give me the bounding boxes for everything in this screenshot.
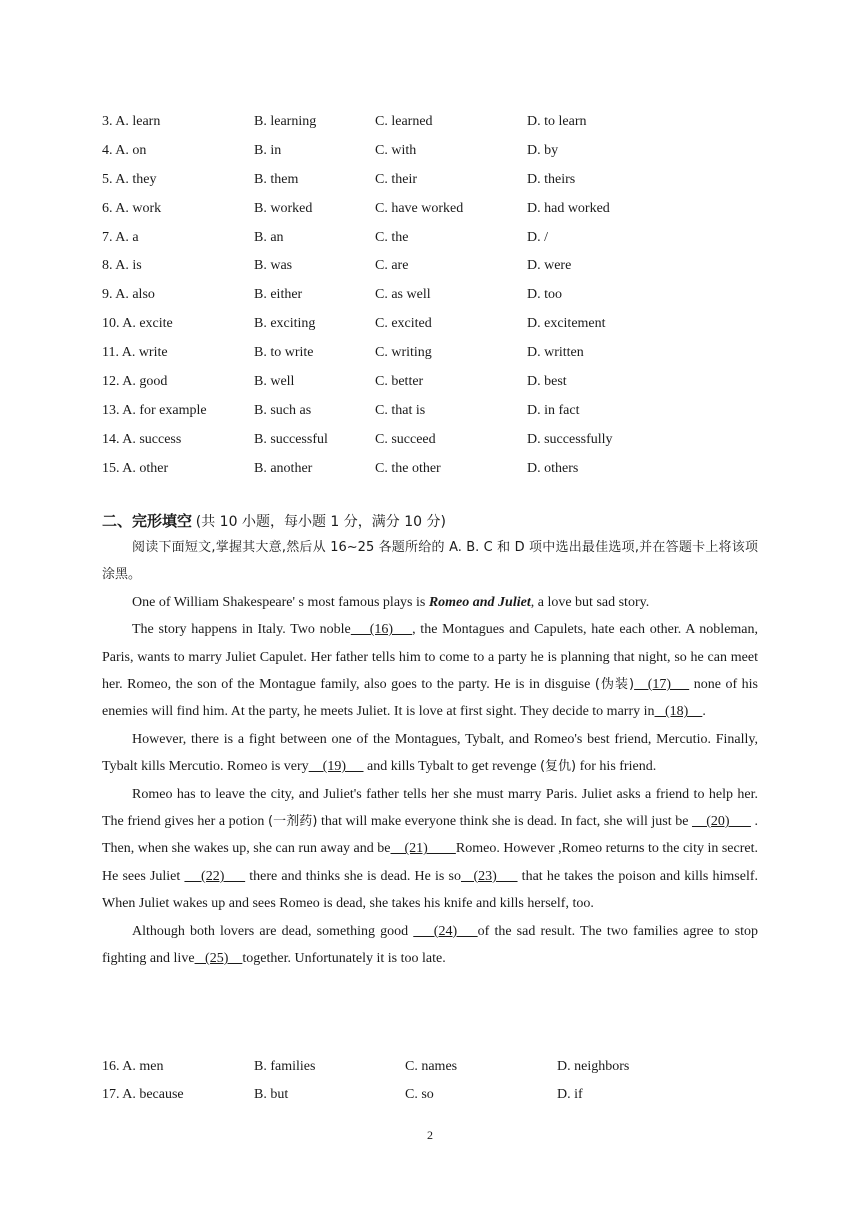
- option-a: 4. A. on: [102, 142, 147, 158]
- option-a: 12. A. good: [102, 374, 168, 390]
- option-c: C. their: [375, 171, 417, 187]
- section-title: 二、完形填空: [102, 512, 193, 530]
- option-d: D. by: [527, 142, 559, 158]
- option-a: 8. A. is: [102, 258, 142, 274]
- option-d: D. best: [527, 374, 567, 390]
- option-a: 6. A. work: [102, 200, 162, 216]
- option-row: [102, 137, 802, 166]
- option-b: B. families: [254, 1059, 316, 1074]
- option-a: 17. A. because: [102, 1087, 184, 1102]
- question-row: [102, 1053, 802, 1081]
- option-a: 10. A. excite: [102, 316, 173, 332]
- option-row: [102, 339, 802, 368]
- option-b: B. but: [254, 1087, 289, 1102]
- blank-22: (22): [184, 868, 246, 884]
- option-c: C. better: [375, 374, 424, 390]
- page-number: 2: [427, 1128, 433, 1142]
- instructions: 阅读下面短文,掌握其大意,然后从 16~25 各题所给的 A. B. C 和 D 项中选出最佳选项,并在答题卡上将该项涂黑。: [102, 540, 758, 583]
- option-c: C. so: [405, 1087, 434, 1102]
- option-row: [102, 224, 802, 253]
- option-row: [102, 252, 802, 281]
- section-subtitle: (共 10 小题，每小题 1 分，满分 10 分): [195, 514, 446, 530]
- option-a: 7. A. a: [102, 229, 139, 245]
- option-row: [102, 455, 802, 484]
- blank-25: (25): [194, 951, 243, 967]
- option-d: D. too: [527, 287, 562, 303]
- option-b: B. another: [254, 460, 313, 476]
- blank-16: (16): [350, 622, 413, 638]
- option-c: C. succeed: [375, 431, 436, 447]
- option-c: C. are: [375, 258, 409, 274]
- option-b: B. either: [254, 287, 303, 303]
- question-options-list: [102, 1053, 802, 1109]
- option-d: D. excitement: [527, 316, 606, 332]
- option-d: D. in fact: [527, 402, 580, 418]
- paragraph-3: However, there is a fight between one of the Montagues, Tybalt, and Romeo's best friend, Mercutio. Finally, Tybalt kills Mercutio. Romeo is very (19) and kills Tybalt to get revenge (复仇) for his friend.: [102, 731, 758, 775]
- option-a: 13. A. for example: [102, 402, 207, 418]
- option-c: C. have worked: [375, 200, 464, 216]
- paragraph-5: Although both lovers are dead, something good (24) of the sad result. The two families agree to stop fighting and live (25) together. Unfortunately it is too late.: [102, 923, 759, 967]
- option-row: [102, 108, 802, 137]
- option-a: 5. A. they: [102, 171, 157, 187]
- option-d: D. theirs: [527, 171, 576, 187]
- option-d: D. successfully: [527, 431, 613, 447]
- blank-24: (24): [413, 923, 478, 939]
- option-a: 11. A. write: [102, 345, 168, 361]
- option-d: D. written: [527, 345, 584, 361]
- option-row: [102, 368, 802, 397]
- option-a: 16. A. men: [102, 1059, 164, 1074]
- option-d: D. /: [527, 229, 548, 245]
- section-heading: [102, 510, 446, 533]
- blank-19: (19): [308, 759, 364, 775]
- option-c: C. the other: [375, 460, 441, 476]
- option-c: C. the: [375, 229, 409, 245]
- option-d: D. had worked: [527, 200, 610, 216]
- option-a: 9. A. also: [102, 287, 155, 303]
- paragraph-1: One of William Shakespeare' s most famous plays is Romeo and Juliet, a love but sad story.: [132, 594, 650, 610]
- play-title: Romeo and Juliet: [428, 594, 531, 610]
- option-row: [102, 281, 802, 310]
- question-row: [102, 1081, 802, 1109]
- option-b: B. exciting: [254, 316, 316, 332]
- option-row: [102, 310, 802, 339]
- option-d: D. if: [557, 1087, 583, 1102]
- option-b: B. worked: [254, 200, 313, 216]
- blank-21: (21): [390, 841, 456, 857]
- option-row: [102, 397, 802, 426]
- option-row: [102, 426, 802, 455]
- option-b: B. an: [254, 229, 284, 245]
- option-c: C. as well: [375, 287, 431, 303]
- option-b: B. them: [254, 171, 299, 187]
- option-b: B. learning: [254, 114, 317, 129]
- option-d: D. others: [527, 460, 579, 476]
- blank-20: (20): [691, 814, 751, 830]
- option-a: 3. A. learn: [102, 114, 161, 129]
- option-b: B. successful: [254, 431, 328, 447]
- option-b: B. was: [254, 258, 293, 274]
- option-c: C. writing: [375, 345, 432, 361]
- option-c: C. excited: [375, 316, 432, 332]
- option-c: C. that is: [375, 402, 426, 418]
- option-d: D. to learn: [527, 114, 587, 129]
- option-c: C. names: [405, 1059, 458, 1074]
- blank-18: (18): [654, 704, 703, 720]
- option-row: [102, 166, 802, 195]
- cloze-passage: [102, 534, 758, 973]
- option-d: D. were: [527, 258, 572, 274]
- option-c: C. with: [375, 142, 417, 158]
- answer-options-list: [102, 108, 802, 484]
- option-a: 15. A. other: [102, 460, 169, 476]
- blank-23: (23): [460, 868, 518, 884]
- option-d: D. neighbors: [557, 1059, 630, 1074]
- option-b: B. well: [254, 374, 295, 390]
- blank-17: (17): [634, 677, 690, 693]
- option-c: C. learned: [375, 114, 433, 129]
- option-row: [102, 195, 802, 224]
- option-a: 14. A. success: [102, 431, 182, 447]
- option-b: B. to write: [254, 345, 314, 361]
- paragraph-2: The story happens in Italy. Two noble (16) , the Montagues and Capulets, hate each other. A nobleman, Paris, wants to marry Juliet Capulet. Her father tells him to come to a party he is planning that night, so he can meet her. Romeo, the son of the Montague family, also goes to the party. He is in disguise (伪装) (17) none of his enemies will find him. At the party, he meets Juliet. It is love at first sight. They decide to marry in (18) .: [102, 622, 759, 720]
- paragraph-4: Romeo has to leave the city, and Juliet's father tells her she must marry Paris. Juliet asks a friend to help her. The friend gives her a potion (一剂药) that will make everyone think she is dead. In fact, she will just be (20) . Then, when she wakes up, she can run away and be (21) Romeo. However ,Romeo returns to the city in secret. He sees Juliet (22) there and thinks she is dead. He is so (23) that he takes the poison and kills himself. When Juliet wakes up and sees Romeo is dead, she takes his knife and kills herself, too.: [102, 786, 759, 912]
- option-b: B. such as: [254, 402, 312, 418]
- option-b: B. in: [254, 142, 282, 158]
